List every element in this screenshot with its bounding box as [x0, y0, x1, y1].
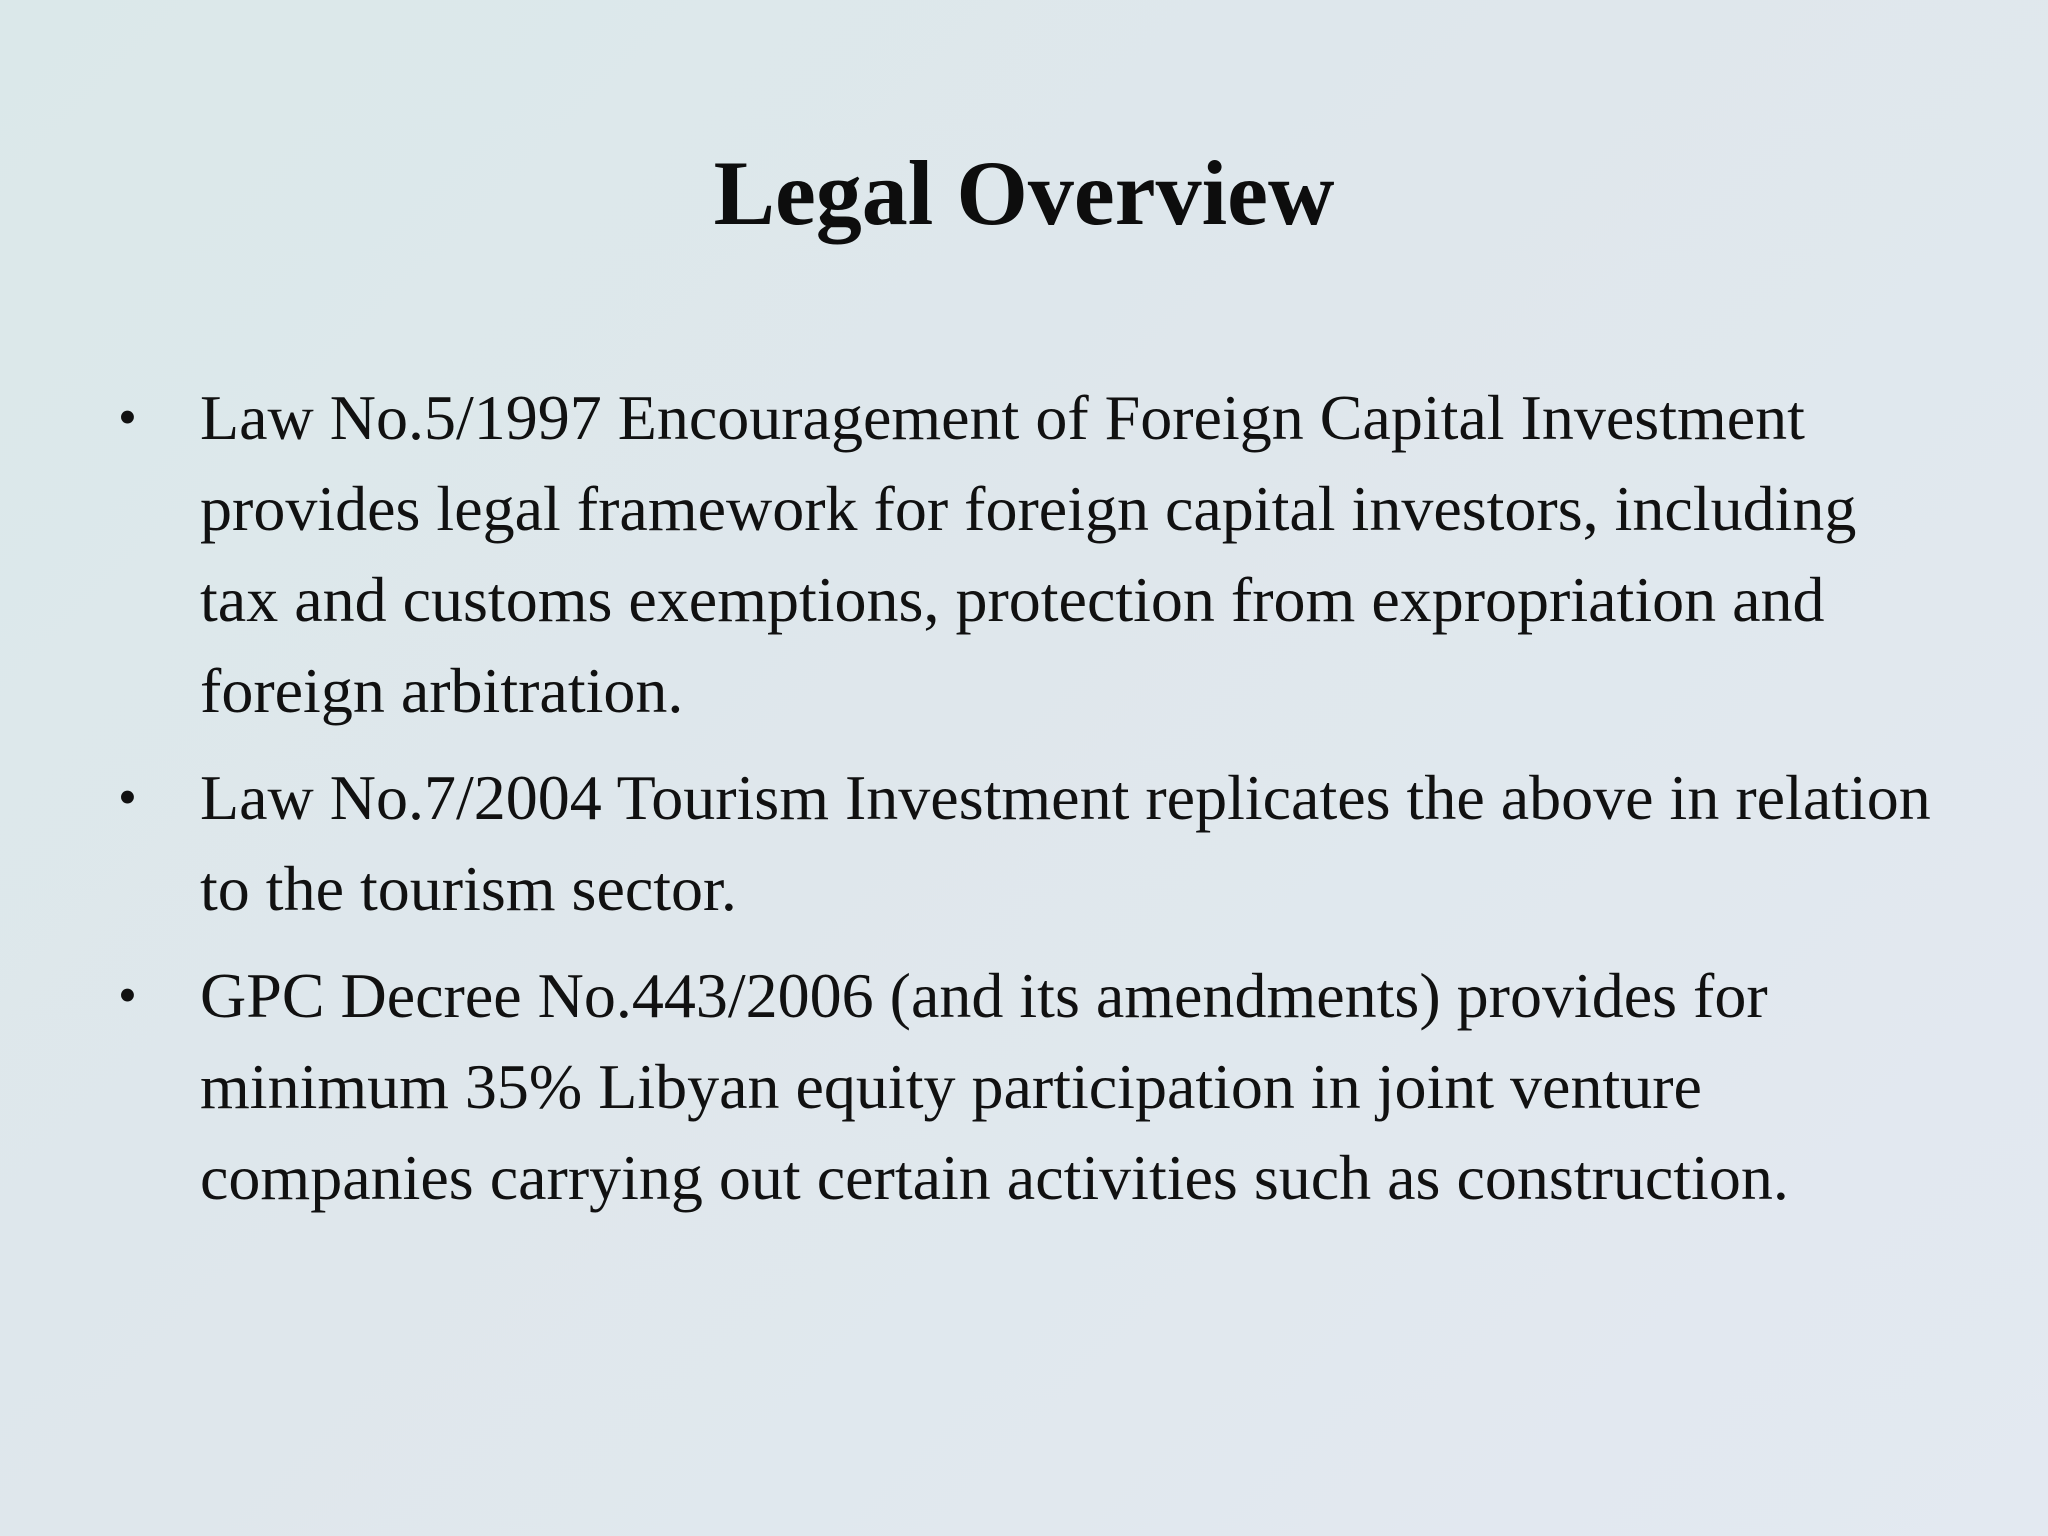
- bullet-item-law-7-2004: [118, 752, 1948, 934]
- bullet-icon: •: [118, 387, 137, 447]
- bullet-icon: •: [118, 965, 137, 1025]
- bullet-text: Law No.5/1997 Encouragement of Foreign Capital Investment provides legal framework for foreign capital investors, including tax and customs exemptions, protection from expropriation and foreign arbitration.: [200, 382, 1857, 726]
- bullet-item-gpc-decree-443-2006: [118, 950, 1948, 1223]
- bullet-icon: •: [118, 767, 137, 827]
- bullet-text: Law No.7/2004 Tourism Investment replicates the above in relation to the tourism sector.: [200, 762, 1931, 924]
- bullet-item-law-5-1997: [118, 372, 1948, 736]
- bullet-text: GPC Decree No.443/2006 (and its amendments) provides for minimum 35% Libyan equity participation in joint venture companies carrying out certain activities such as construction.: [200, 960, 1789, 1213]
- slide-title: Legal Overview: [713, 142, 1335, 244]
- bullet-list: [118, 372, 1948, 1239]
